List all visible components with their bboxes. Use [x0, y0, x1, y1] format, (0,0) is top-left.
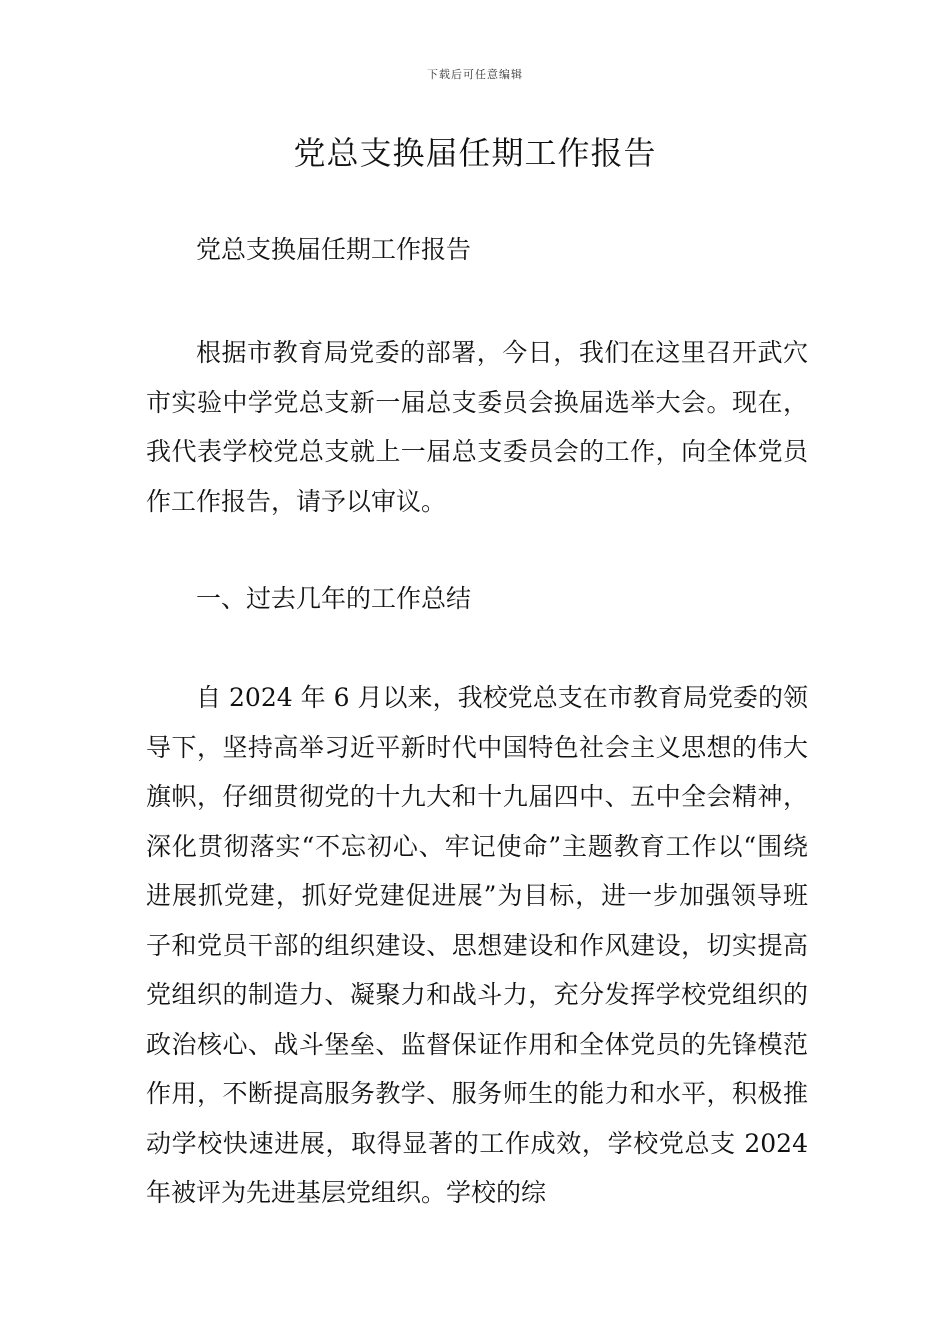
header-note: 下载后可任意编辑	[427, 68, 523, 81]
document-subtitle: 党总支换届任期工作报告	[196, 235, 472, 264]
paragraph-intro: 根据市教育局党委的部署，今日，我们在这里召开武穴市实验中学党总支新一届总支委员会换届选举大会。现在，我代表学校党总支就上一届总支委员会的工作，向全体党员作工作报告，请予以审议。	[146, 338, 808, 516]
paragraph-summary: 自 2024 年 6 月以来，我校党总支在市教育局党委的领导下，坚持高举习近平新时代中国特色社会主义思想的伟大旗帜，仔细贯彻党的十九大和十九届四中、五中全会精神，深化贯彻落实“不忘初心、牢记使命”主题教育工作以“围绕进展抓党建，抓好党建促进展”为目标，进一步加强领导班子和党员干部的组织建设、思想建设和作风建设，切实提高党组织的制造力、凝聚力和战斗力，充分发挥学校党组织的政治核心、战斗堡垒、监督保证作用和全体党员的先锋模范作用，不断提高服务教学、服务师生的能力和水平，积极推动学校快速进展，取得显著的工作成效，学校党总支 2024 年被评为先进基层党组织。学校的综	[146, 683, 808, 1207]
section-heading: 一、过去几年的工作总结	[196, 584, 472, 613]
page-title: 党总支换届任期工作报告	[293, 134, 657, 172]
